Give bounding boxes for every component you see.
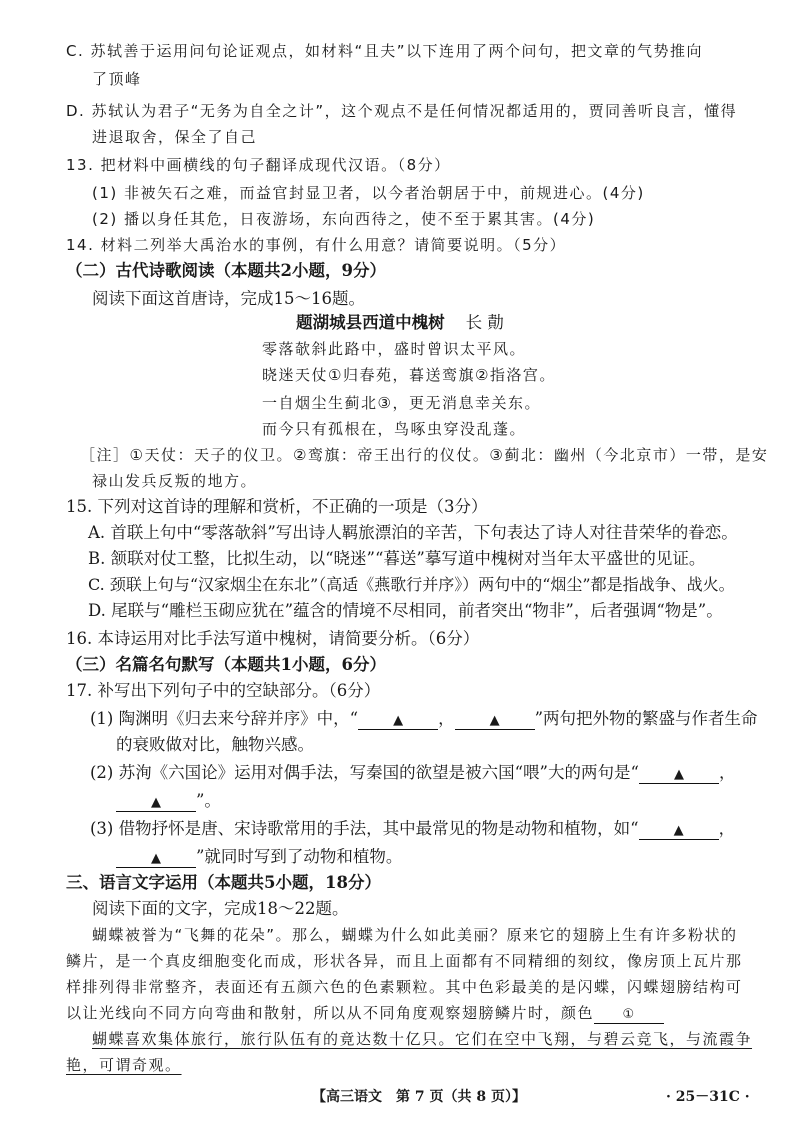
q17-part-3 [90, 818, 762, 840]
q13-sentence-1: (1) 非被矢石之难，而益官封显卫者，以今者治朝居于中，前规进心。(4分) [92, 184, 645, 202]
passage-line-1: 蝴蝶被誉为“飞舞的花朵”。那么，蝴蝶为什么如此美丽？原来它的翅膀上生有许多粉状的 [92, 926, 738, 944]
q17-part-2-cont [116, 790, 762, 812]
q13-stem: 13. 把材料中画横线的句子翻译成现代汉语。（8分） [66, 156, 451, 174]
passage-line-2: 鳞片，是一个真皮细胞变化而成，形状各异，而且上面都有不同精细的刻纹，像房顶上瓦片那 [66, 952, 743, 970]
q17-part-1-cont: 的衰败做对比，触物兴感。 [116, 735, 314, 754]
poem-author: 长 勣 [465, 313, 504, 332]
q12-option-c: C. 苏轼善于运用问句论证观点，如材料“且夫”以下连用了两个问句，把文章的气势推向 [66, 42, 704, 60]
poem-note-1: ［注］①天仗：天子的仪卫。②鸾旗：帝王出行的仪仗。③蓟北：幽州（今北京市）一带，是安 [80, 446, 769, 464]
q14-stem: 14. 材料二列举大禹治水的事例，有什么用意？请简要说明。（5分） [66, 236, 567, 254]
answer-blank[interactable]: ▲ [116, 851, 196, 868]
poetry-intro: 阅读下面这首唐诗，完成15～16题。 [92, 289, 365, 308]
q17-p2-end: ”。 [196, 791, 221, 810]
language-intro: 阅读下面的文字，完成18～22题。 [92, 899, 349, 918]
q17-p3-prefix: (3) 借物抒怀是唐、宋诗歌常用的手法，其中最常见的物是动物和植物，如“ [90, 819, 639, 838]
q15-option-a: A. 首联上句中“零落欹斜”写出诗人羁旅漂泊的辛苦，下句表达了诗人对往昔荣华的眷恋。 [88, 523, 738, 542]
q12-option-d: D. 苏轼认为君子“无务为自全之计”，这个观点不是任何情况都适用的，贾同善听良言，懂得 [66, 102, 738, 120]
paper-code: · 25－31C · [666, 1089, 750, 1105]
q17-part-3-cont [116, 846, 762, 868]
answer-blank[interactable]: ▲ [116, 795, 196, 812]
answer-blank[interactable]: ▲ [639, 823, 719, 840]
q16-stem: 16. 本诗运用对比手法写道中槐树，请简要分析。（6分） [66, 629, 480, 648]
section-heading-recitation: （三）名篇名句默写（本题共1小题，6分） [66, 655, 386, 674]
q17-p2-prefix: (2) 苏洵《六国论》运用对偶手法，写秦国的欲望是被六国“喂”大的两句是“ [90, 763, 639, 782]
answer-blank[interactable]: ▲ [358, 713, 438, 730]
q17-p3-comma: ， [718, 819, 736, 838]
q15-stem: 15. 下列对这首诗的理解和赏析，不正确的一项是（3分） [66, 497, 488, 516]
poem-note-2: 禄山发兵反叛的地方。 [92, 472, 258, 490]
q17-p3-end: ”就同时写到了动物和植物。 [196, 847, 403, 866]
answer-blank[interactable]: ▲ [639, 767, 719, 784]
q15-option-c: C. 颈联上句与“汉家烟尘在东北”（高适《燕歌行并序》）两句中的“烟尘”都是指战争、战火。 [88, 575, 735, 594]
poem-line-1: 零落欹斜此路中，盛时曾识太平风。 [262, 340, 527, 358]
passage-line-6: 艳，可谓奇观。 [66, 1056, 182, 1074]
q17-stem: 17. 补写出下列句子中的空缺部分。（6分） [66, 681, 381, 700]
answer-blank[interactable]: ▲ [455, 713, 535, 730]
q12-option-d-cont: 进退取舍，保全了自己 [92, 128, 258, 146]
page-footer: 【高三语文 第 7 页（共 8 页）】 [312, 1089, 526, 1105]
q17-p1-mid: ， [438, 709, 455, 728]
passage-line-5: 蝴蝶喜欢集体旅行，旅行队伍有的竟达数十亿只。它们在空中飞翔，与碧云竞飞，与流霞争 [92, 1030, 753, 1048]
q17-p1-prefix: (1) 陶渊明《归去来兮辞并序》中，“ [90, 709, 359, 728]
q17-p1-suffix: ”两句把外物的繁盛与作者生命 [534, 709, 758, 728]
q17-p2-comma: ， [718, 763, 736, 782]
q17-part-2 [90, 762, 762, 784]
passage-line-3: 样排列得非常整齐，表面还有五颜六色的色素颗粒。其中色彩最美的是闪蝶，闪蝶翅膀结构可 [66, 978, 743, 996]
poem-line-2: 晓迷天仗①归春苑，暮送鸾旗②指洛宫。 [262, 366, 556, 384]
q15-option-b: B. 颔联对仗工整，比拟生动，以“晓迷”“暮送”摹写道中槐树对当年太平盛世的见证。 [88, 549, 706, 568]
poem-line-3: 一自烟尘生蓟北③，更无消息幸关东。 [262, 394, 541, 412]
poem-title-row [0, 312, 800, 334]
poem-line-4: 而今只有孤根在，鸟啄虫穿没乱蓬。 [262, 420, 527, 438]
q13-sentence-2: (2) 播以身任其危，日夜游场，东向西待之，使不至于累其害。(4分) [92, 210, 596, 228]
passage-line-4 [66, 1002, 762, 1024]
q17-part-1 [90, 708, 762, 730]
q15-option-d: D. 尾联与“雕栏玉砌应犹在”蕴含的情境不尽相同，前者突出“物非”，后者强调“物是”。 [88, 601, 723, 620]
q12-option-c-cont: 了顶峰 [92, 70, 142, 88]
section-heading-language: 三、语言文字运用（本题共5小题，18分） [66, 873, 381, 892]
passage-line-4-text: 以让光线向不同方向弯曲和散射，所以从不同角度观察翅膀鳞片时，颜色 [66, 1004, 595, 1022]
answer-blank[interactable]: ① [594, 1007, 664, 1024]
section-heading-poetry: （二）古代诗歌阅读（本题共2小题，9分） [66, 261, 386, 280]
poem-title: 题湖城县西道中槐树 [296, 313, 445, 332]
